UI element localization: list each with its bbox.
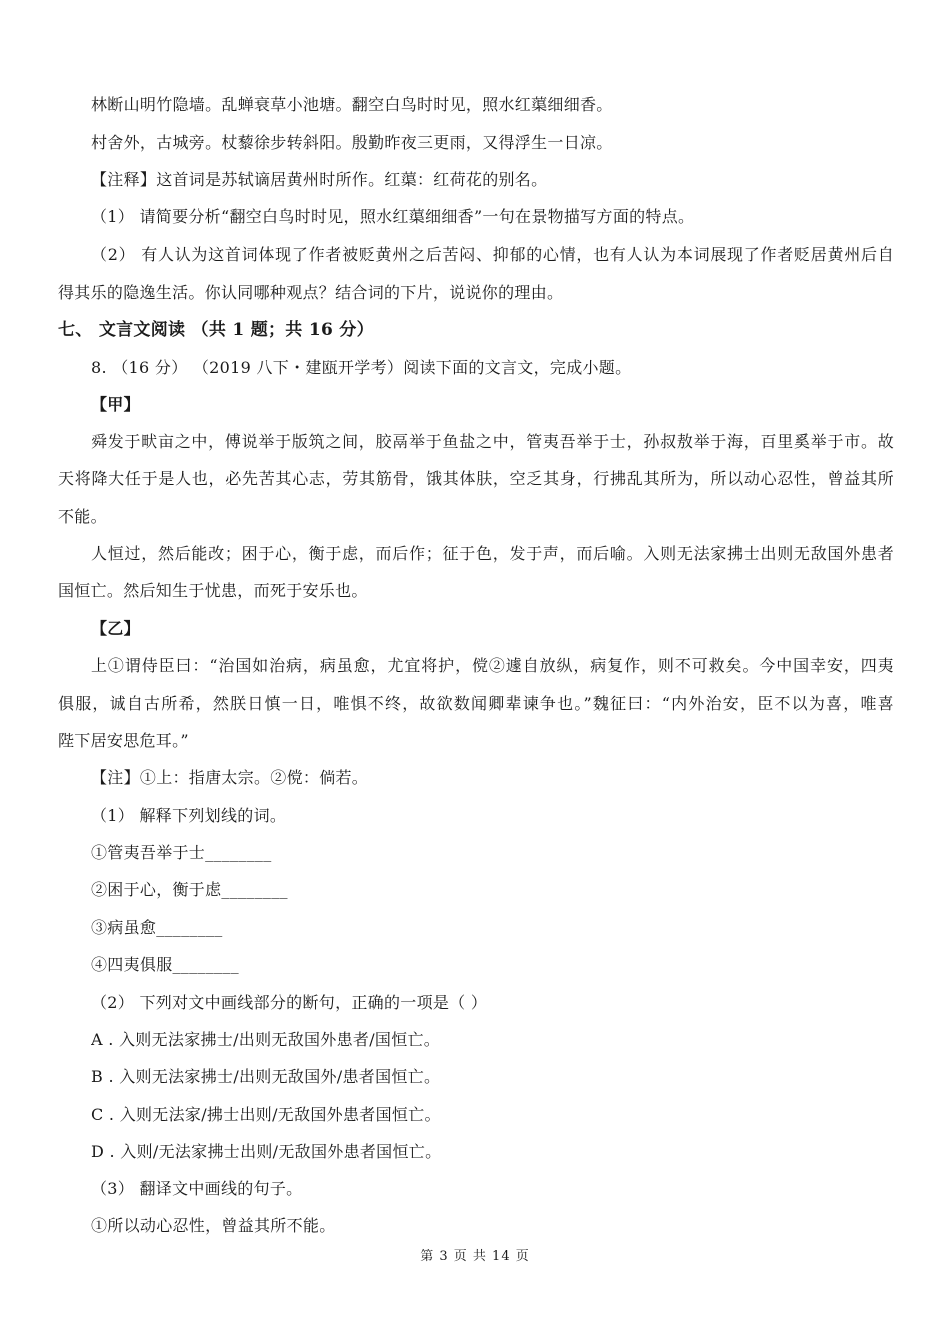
passage-jia-p1-line-3: 不能。: [58, 507, 107, 526]
sub-question-1-item-1: ①管夷吾举于士________: [91, 843, 272, 862]
passage-jia-p1-line-1: 舜发于畎亩之中，傅说举于版筑之间，胶鬲举于鱼盐之中，管夷吾举于士，孙叔敖举于海，百里奚举于市。故: [91, 432, 894, 451]
option-a: A . 入则无法家拂士/出则无敌国外患者/国恒亡。: [91, 1030, 441, 1049]
option-c: C . 入则无法家/拂士出则/无敌国外患者国恒亡。: [91, 1105, 441, 1124]
passage-jia-p1-line-2: 天将降大任于是人也，必先苦其心志，劳其筋骨，饿其体肤，空乏其身，行拂乱其所为，所以动心忍性，曾益其所: [58, 469, 894, 488]
sub-question-1-label: （1） 解释下列划线的词。: [91, 806, 287, 825]
poem-question-2-line-1: （2） 有人认为这首词体现了作者被贬黄州之后苦闷、抑郁的心情，也有人认为本词展现了作者贬居黄州后自: [91, 245, 894, 264]
sub-question-2-label: （2） 下列对文中画线部分的断句，正确的一项是（ ）: [91, 993, 488, 1012]
section-heading: 七、 文言文阅读 （共 1 题；共 16 分）: [58, 320, 374, 340]
passage-yi-note: 【注】①上：指唐太宗。②傥：倘若。: [91, 768, 369, 787]
page-number: 第 3 页 共 14 页: [420, 1249, 530, 1264]
poem-line-1: 林断山明竹隐墙。乱蝉衰草小池塘。翻空白鸟时时见，照水红蕖细细香。: [91, 95, 613, 114]
sub-question-1-item-4: ④四夷俱服________: [91, 955, 239, 974]
poem-note: 【注释】这首词是苏轼谪居黄州时所作。红蕖：红荷花的别名。: [91, 170, 548, 189]
passage-yi-line-2: 俱服，诚自古所希，然朕日慎一日，唯惧不终，故欲数闻卿辈谏争也。”魏征曰：“内外治安，臣不以为喜，唯喜: [58, 694, 894, 713]
poem-line-2: 村舍外，古城旁。杖藜徐步转斜阳。殷勤昨夜三更雨，又得浮生一日凉。: [91, 133, 613, 152]
sub-question-3-label: （3） 翻译文中画线的句子。: [91, 1179, 303, 1198]
passage-jia-label: 【甲】: [91, 395, 140, 414]
option-b: B . 入则无法家拂士/出则无敌国外/患者国恒亡。: [91, 1067, 441, 1086]
passage-yi-line-1: 上①谓侍臣曰：“治国如治病，病虽愈，尤宜将护，傥②遽自放纵，病复作，则不可救矣。今中国幸安，四夷: [91, 656, 894, 675]
poem-question-1: （1） 请简要分析“翻空白鸟时时见，照水红蕖细细香”一句在景物描写方面的特点。: [91, 207, 695, 226]
sub-question-1-item-2: ②困于心，衡于虑________: [91, 880, 288, 899]
sub-question-3-item-1: ①所以动心忍性，曾益其所不能。: [91, 1216, 336, 1235]
passage-yi-label: 【乙】: [91, 619, 140, 638]
poem-question-2-line-2: 得其乐的隐逸生活。你认同哪种观点？结合词的下片，说说你的理由。: [58, 283, 564, 302]
sub-question-1-item-3: ③病虽愈________: [91, 918, 223, 937]
passage-yi-line-3: 陛下居安思危耳。”: [58, 731, 189, 750]
question-intro: 8. （16 分） （2019 八下・建瓯开学考）阅读下面的文言文，完成小题。: [91, 358, 632, 377]
passage-jia-p2-line-1: 人恒过，然后能改；困于心，衡于虑，而后作；征于色，发于声，而后喻。入则无法家拂士出则无敌国外患者: [91, 544, 894, 563]
option-d: D . 入则/无法家拂士出则/无敌国外患者国恒亡。: [91, 1142, 442, 1161]
passage-jia-p2-line-2: 国恒亡。然后知生于忧患，而死于安乐也。: [58, 581, 368, 600]
